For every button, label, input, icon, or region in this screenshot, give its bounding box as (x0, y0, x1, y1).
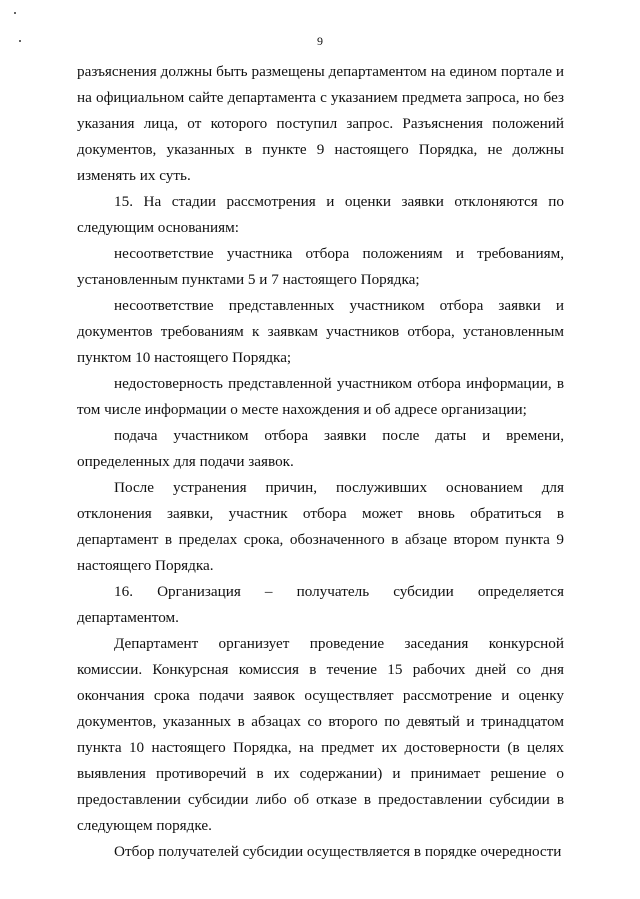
paragraph: разъяснения должны быть размещены департаментом на едином портале и на официальном сайте департамента с указанием предмета запроса, но без указания лица, от которого поступил запрос. Разъяснения положений документов, указанных в пункте 9 настоящего Порядка, не должны изменять их суть. (77, 63, 564, 184)
paragraph: несоответствие участника отбора положениям и требованиям, установленным пунктами 5 и 7 настоящего Порядка; (77, 245, 564, 288)
paragraph: После устранения причин, послуживших основанием для отклонения заявки, участник отбора может вновь обратиться в департамент в пределах срока, обозначенного в абзаце втором пункта 9 настоящего Порядка. (77, 479, 564, 574)
paragraph: Департамент организует проведение заседания конкурсной комиссии. Конкурсная комиссия в течение 15 рабочих дней со дня окончания срока подачи заявок осуществляет рассмотрение и оценку документов, указанных в абзацах со второго по девятый и тринадцатом пункта 10 настоящего Порядка, на предмет их достоверности (в целях выявления противоречий в их содержании) и принимает решение о предоставлении субсидии либо об отказе в предоставлении субсидии в следующем порядке. (77, 635, 564, 834)
paragraph: Отбор получателей субсидии осуществляется в порядке очередности (114, 843, 562, 860)
paragraph: 16. Организация – получатель субсидии определяется департаментом. (77, 583, 564, 626)
paragraph: несоответствие представленных участником отбора заявки и документов требованиям к заявкам участников отбора, установленным пунктом 10 настоящего Порядка; (77, 297, 564, 366)
document-body (77, 59, 564, 865)
paragraph: 15. На стадии рассмотрения и оценки заявки отклоняются по следующим основаниям: (77, 193, 564, 236)
paragraph: недостоверность представленной участником отбора информации, в том числе информации о месте нахождения и об адресе организации; (77, 375, 564, 418)
page-number: 9 (317, 34, 323, 48)
paragraph: подача участником отбора заявки после даты и времени, определенных для подачи заявок. (77, 427, 564, 470)
scan-speck (14, 12, 16, 14)
